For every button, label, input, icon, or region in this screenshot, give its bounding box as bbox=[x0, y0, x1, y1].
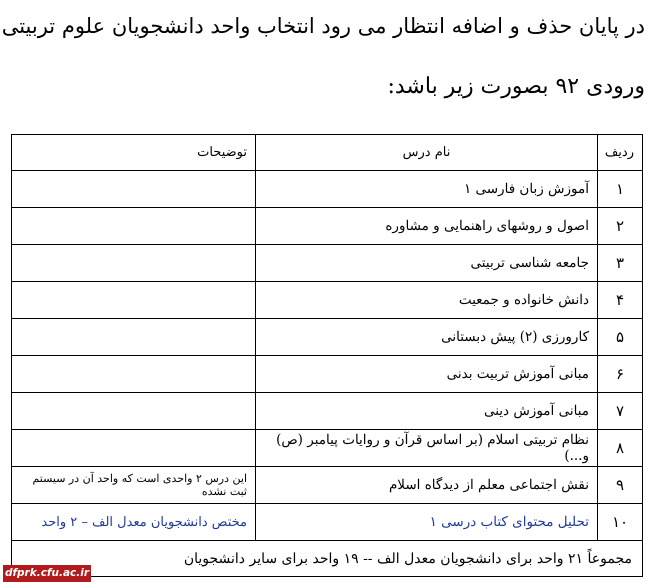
row-number: ۶ bbox=[598, 356, 643, 393]
row-number: ۹ bbox=[598, 467, 643, 504]
table-row bbox=[12, 393, 643, 430]
table-row bbox=[12, 171, 643, 208]
total-units-text: مجموعاً ۲۱ واحد برای دانشجویان معدل الف -- ۱۹ واحد برای سایر دانشجویان bbox=[12, 541, 643, 577]
course-description bbox=[12, 430, 256, 467]
course-description: این درس ۲ واحدی است که واحد آن در سیستم ثبت نشده bbox=[12, 467, 256, 504]
header-course-name: نام درس bbox=[256, 135, 598, 171]
heading-line-2: ورودی ۹۲ بصورت زیر باشد: bbox=[387, 74, 645, 99]
table-row bbox=[12, 430, 643, 467]
course-name: دانش خانواده و جمعیت bbox=[256, 282, 598, 319]
course-description bbox=[12, 171, 256, 208]
course-table bbox=[11, 134, 643, 577]
course-name: کارورزی (۲) پیش دبستانی bbox=[256, 319, 598, 356]
course-description bbox=[12, 393, 256, 430]
course-description bbox=[12, 208, 256, 245]
course-name: مبانی آموزش دینی bbox=[256, 393, 598, 430]
course-name: نظام تربیتی اسلام (بر اساس قرآن و روایات پیامبر (ص) و...) bbox=[256, 430, 598, 467]
row-number: ۴ bbox=[598, 282, 643, 319]
row-number: ۱۰ bbox=[598, 504, 643, 541]
row-number: ۱ bbox=[598, 171, 643, 208]
table-row bbox=[12, 467, 643, 504]
course-description bbox=[12, 319, 256, 356]
course-description bbox=[12, 245, 256, 282]
course-name: اصول و روشهای راهنمایی و مشاوره bbox=[256, 208, 598, 245]
total-row bbox=[12, 541, 643, 577]
site-logo[interactable]: dfprk.cfu.ac.ir bbox=[3, 565, 91, 582]
course-description bbox=[12, 282, 256, 319]
header-description: توضیحات bbox=[12, 135, 256, 171]
course-name: آموزش زبان فارسی ۱ bbox=[256, 171, 598, 208]
table-header-row bbox=[12, 135, 643, 171]
row-number: ۵ bbox=[598, 319, 643, 356]
row-number: ۲ bbox=[598, 208, 643, 245]
row-number: ۸ bbox=[598, 430, 643, 467]
header-radif: ردیف bbox=[598, 135, 643, 171]
table-row bbox=[12, 319, 643, 356]
heading-line-1: در پایان حذف و اضافه انتظار می رود انتخاب واحد دانشجویان علوم تربیتی bbox=[1, 14, 645, 38]
course-description bbox=[12, 356, 256, 393]
table-row bbox=[12, 356, 643, 393]
course-name: مبانی آموزش تربیت بدنی bbox=[256, 356, 598, 393]
row-number: ۳ bbox=[598, 245, 643, 282]
course-name: تحلیل محتوای کتاب درسی ۱ bbox=[256, 504, 598, 541]
course-description: مختص دانشجویان معدل الف – ۲ واحد bbox=[12, 504, 256, 541]
course-name: جامعه شناسی تربیتی bbox=[256, 245, 598, 282]
table-row bbox=[12, 208, 643, 245]
course-name: نقش اجتماعی معلم از دیدگاه اسلام bbox=[256, 467, 598, 504]
row-number: ۷ bbox=[598, 393, 643, 430]
table-row bbox=[12, 282, 643, 319]
table-row bbox=[12, 504, 643, 541]
table-row bbox=[12, 245, 643, 282]
